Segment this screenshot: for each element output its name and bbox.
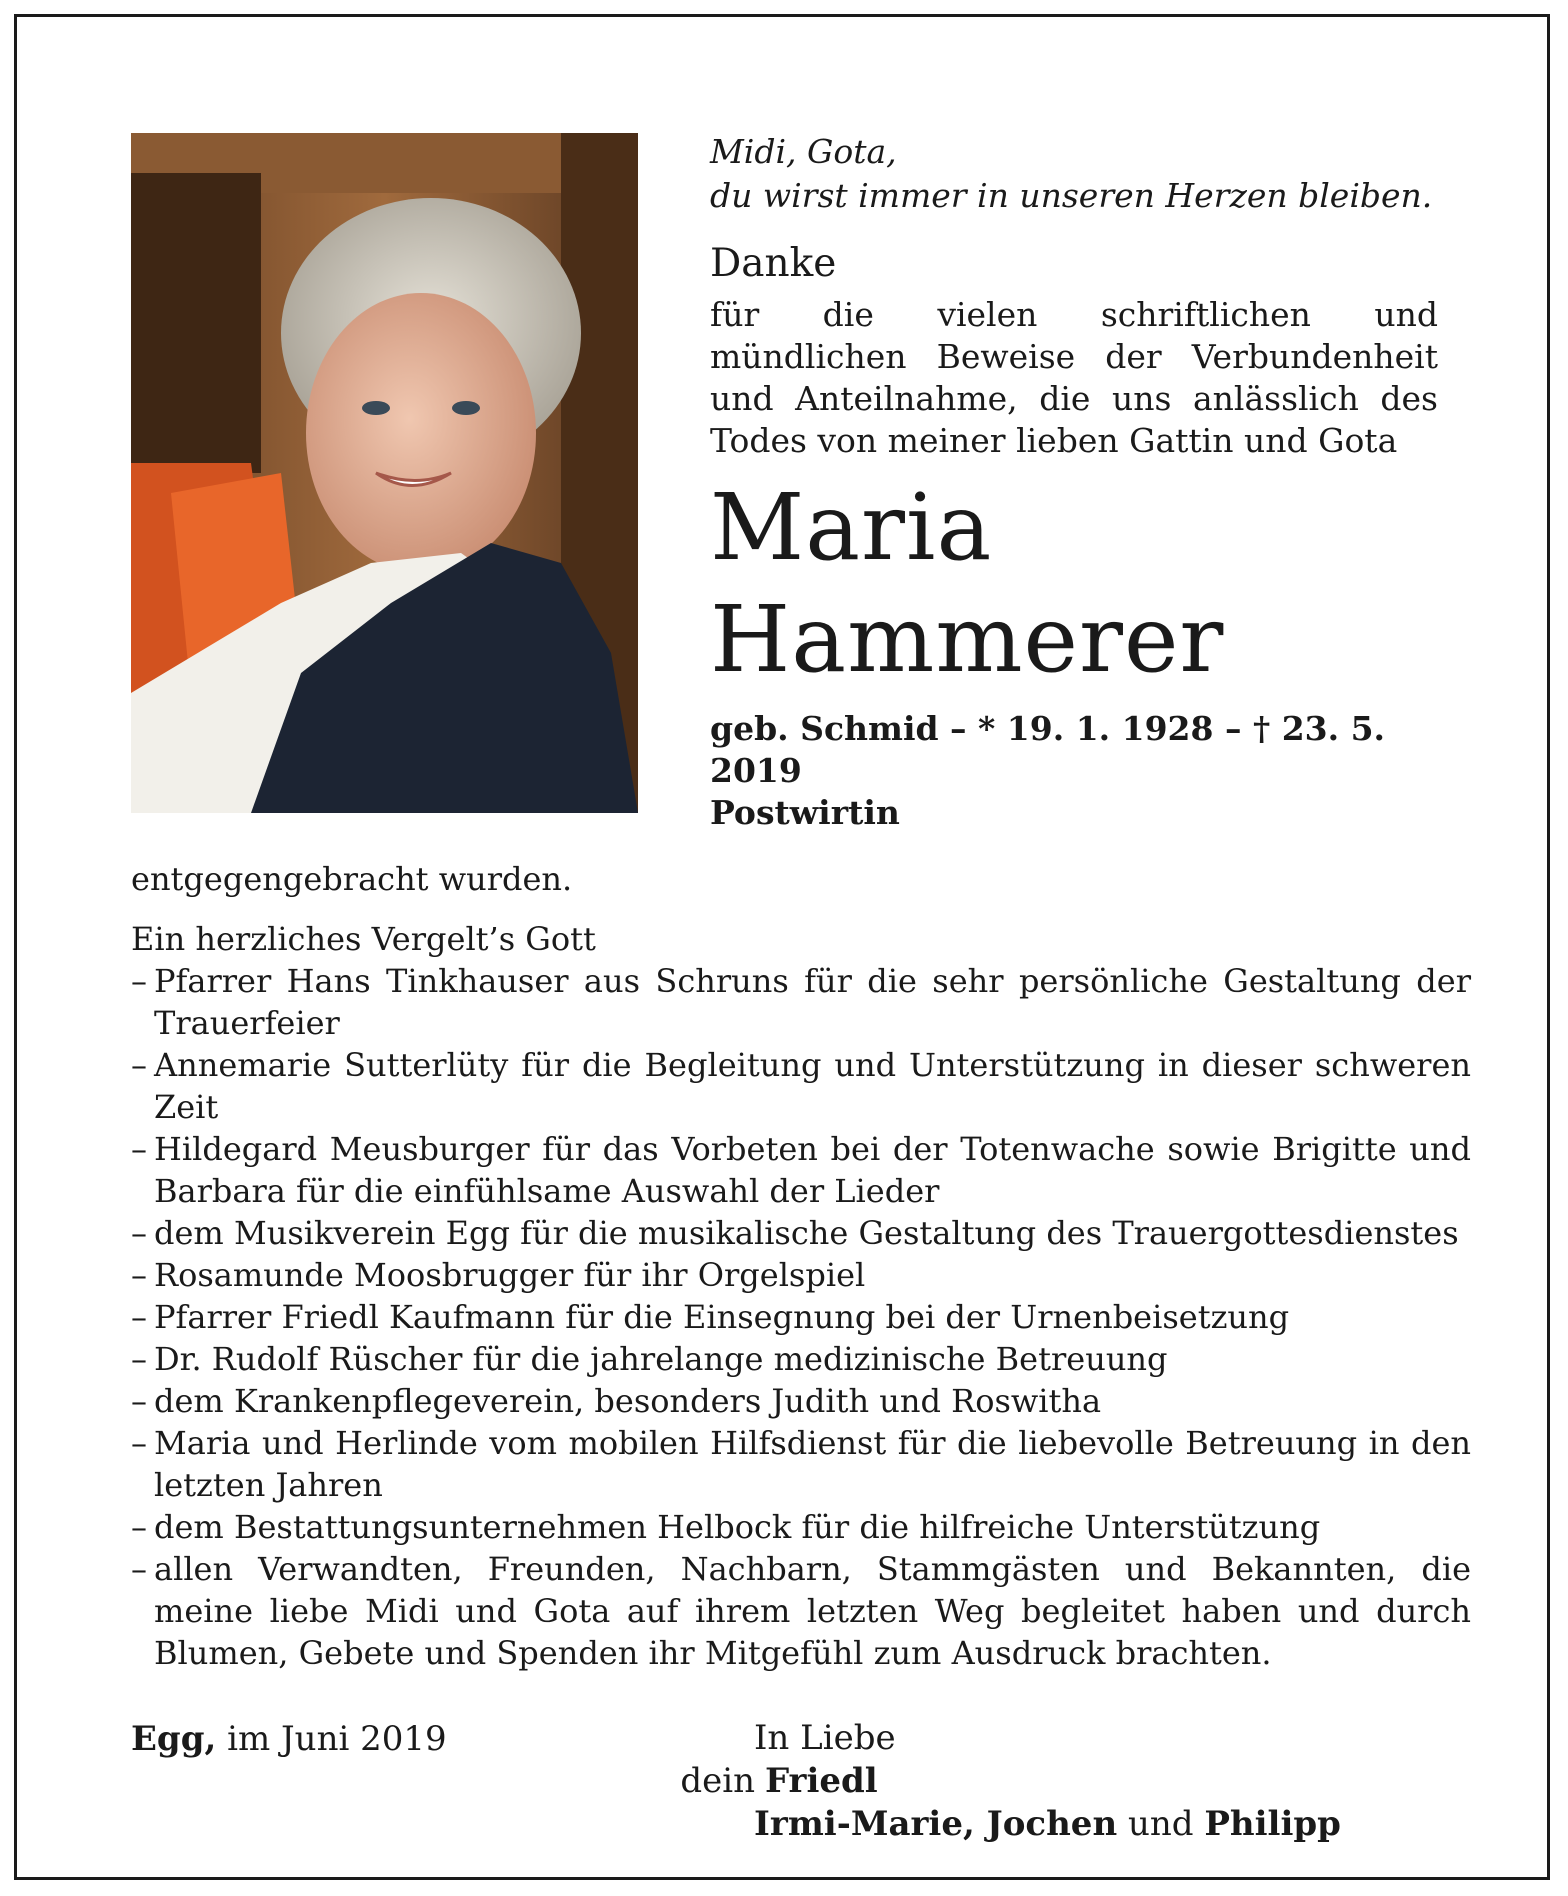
portrait-photo: [131, 133, 638, 813]
list-item: – dem Krankenpflegeverein, besonders Judith und Roswitha: [131, 1380, 1471, 1422]
intro-line: Todes von meiner lieben Gattin und Gota: [710, 421, 1398, 460]
list-item: – Pfarrer Hans Tinkhauser aus Schruns für die sehr persönliche Gestaltung der Trauerfeier: [131, 960, 1471, 1044]
list-item: – allen Verwandten, Freunden, Nachbarn, Stammgästen und Bekannten, die meine liebe Midi und Gota auf ihrem letzten Weg begleitet haben und durch Blumen, Gebete und Spenden ihr Mitgefühl zum Ausdruck brachten.: [131, 1548, 1471, 1674]
intro-line: und Anteilnahme, die uns anlässlich des: [710, 379, 1438, 418]
signer-name: Friedl: [765, 1761, 878, 1801]
place-town: Egg,: [131, 1719, 217, 1759]
signature-row: [665, 1803, 1341, 1846]
gratitude-line: Ein herzliches Vergelt’s Gott: [131, 920, 596, 958]
intro-line: für die vielen schriftlichen und: [710, 295, 1438, 334]
occupation: Postwirtin: [710, 793, 900, 832]
signer-names: Irmi-Marie, Jochen: [754, 1804, 1118, 1844]
list-item: – Maria und Herlinde vom mobilen Hilfsdienst für die liebevolle Betreuung in den letzten Jahren: [131, 1422, 1471, 1506]
signature-block: [665, 1717, 1341, 1846]
list-item: – dem Bestattungsunternehmen Helbock für die hilfreiche Unterstützung: [131, 1506, 1471, 1548]
last-name: Hammerer: [710, 586, 1225, 693]
signature-prefix: dein: [680, 1761, 755, 1801]
intro-end: entgegengebracht wurden.: [131, 860, 573, 898]
motto-line: Midi, Gota,: [710, 132, 897, 171]
place-date-text: im Juni 2019: [227, 1719, 447, 1759]
motto-line: du wirst immer in unseren Herzen bleiben.: [710, 176, 1433, 215]
deceased-name: [710, 472, 1438, 696]
intro-text: [710, 294, 1438, 462]
list-item: – dem Musikverein Egg für die musikalische Gestaltung des Trauergottesdienstes: [131, 1212, 1471, 1254]
signature-row: [665, 1760, 1341, 1803]
first-name: Maria: [710, 474, 993, 581]
closing-text: In Liebe: [754, 1718, 896, 1758]
list-item: – Dr. Rudolf Rüscher für die jahrelange medizinische Betreuung: [131, 1338, 1471, 1380]
life-dates: [710, 708, 1438, 834]
thanks-heading: Danke: [710, 241, 837, 286]
place-date: [131, 1717, 447, 1761]
header-column: [710, 130, 1438, 834]
thanks-list: [131, 960, 1471, 1674]
list-item: – Hildegard Meusburger für das Vorbeten bei der Totenwache sowie Brigitte und Barbara für die einfühlsame Auswahl der Lieder: [131, 1128, 1471, 1212]
list-item: – Annemarie Sutterlüty für die Begleitung und Unterstützung in dieser schweren Zeit: [131, 1044, 1471, 1128]
signer-name: Philipp: [1204, 1804, 1341, 1844]
list-item: – Pfarrer Friedl Kaufmann für die Einsegnung bei der Urnenbeisetzung: [131, 1296, 1471, 1338]
dates-line: geb. Schmid – * 19. 1. 1928 – † 23. 5. 2019: [710, 709, 1386, 790]
intro-line: mündlichen Beweise der Verbundenheit: [710, 337, 1438, 376]
motto: [710, 130, 1438, 218]
thanks-body: [131, 858, 1471, 1674]
portrait-image: [131, 133, 638, 813]
signature-conjunction: und: [1127, 1804, 1194, 1844]
list-item: – Rosamunde Moosbrugger für ihr Orgelspiel: [131, 1254, 1471, 1296]
